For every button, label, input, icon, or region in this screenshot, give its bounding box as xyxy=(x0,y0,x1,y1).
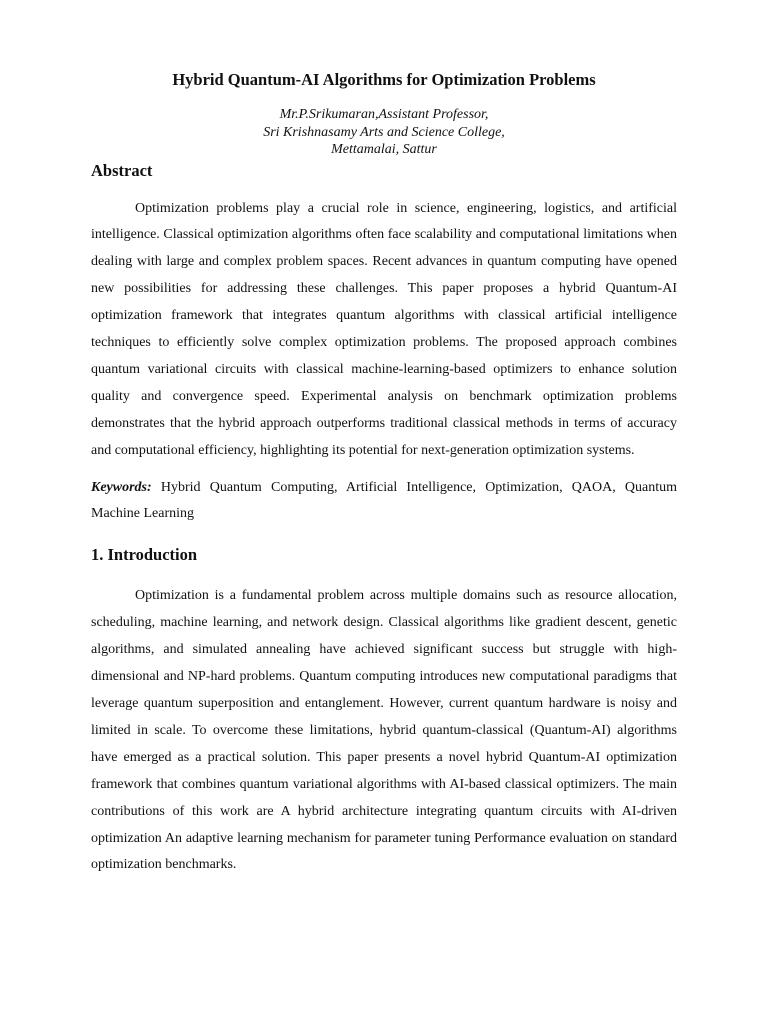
paper-title: Hybrid Quantum-AI Algorithms for Optimization Problems xyxy=(172,70,596,89)
author-affiliation-line: Sri Krishnasamy Arts and Science College, xyxy=(263,124,505,140)
introduction-heading: 1. Introduction xyxy=(91,545,198,565)
page-content xyxy=(91,68,677,879)
abstract-heading: Abstract xyxy=(91,160,153,180)
keywords-paragraph xyxy=(91,475,677,529)
abstract-text: Optimization problems play a crucial role in science, engineering, logistics, and artificial intelligence. Classical optimization algorithms often face scalability and computational limitations when dealing with large and complex problem spaces. Recent advances in quantum computing have opened new possibilities for addressing these challenges. This paper proposes a hybrid Quantum-AI optimization framework that integrates quantum algorithms with classical artificial intelligence techniques to efficiently solve complex optimization problems. The proposed approach combines quantum variational circuits with classical machine-learning-based optimizers to enhance solution quality and convergence speed. Experimental analysis on benchmark optimization problems demonstrates that the hybrid approach outperforms traditional classical methods in terms of accuracy and computational efficiency, highlighting its potential for next-generation optimization systems. xyxy=(91,200,677,458)
keywords-label: Keywords: xyxy=(91,479,152,495)
author-location-line: Mettamalai, Sattur xyxy=(331,142,437,157)
author-block xyxy=(91,106,677,159)
introduction-text: Optimization is a fundamental problem across multiple domains such as resource allocation, scheduling, machine learning, and network design. Classical algorithms like gradient descent, genetic algorithms, and simulated annealing have achieved significant success but struggle with high-dimensional and NP-hard problems. Quantum computing introduces new computational paradigms that leverage quantum superposition and entanglement. However, current quantum hardware is noisy and limited in scale. To overcome these limitations, hybrid quantum-classical (Quantum-AI) algorithms have emerged as a practical solution. This paper presents a novel hybrid Quantum-AI optimization framework that combines quantum variational algorithms with AI-based classical optimizers. The main contributions of this work are A hybrid architecture integrating quantum circuits with AI-driven optimization An adaptive learning mechanism for parameter tuning Performance evaluation on standard optimization benchmarks. xyxy=(91,588,677,873)
author-name-line: Mr.P.Srikumaran,Assistant Professor, xyxy=(279,107,489,122)
keywords-text: Hybrid Quantum Computing, Artificial Intelligence, Optimization, QAOA, Quantum Machine Learning xyxy=(91,479,677,522)
